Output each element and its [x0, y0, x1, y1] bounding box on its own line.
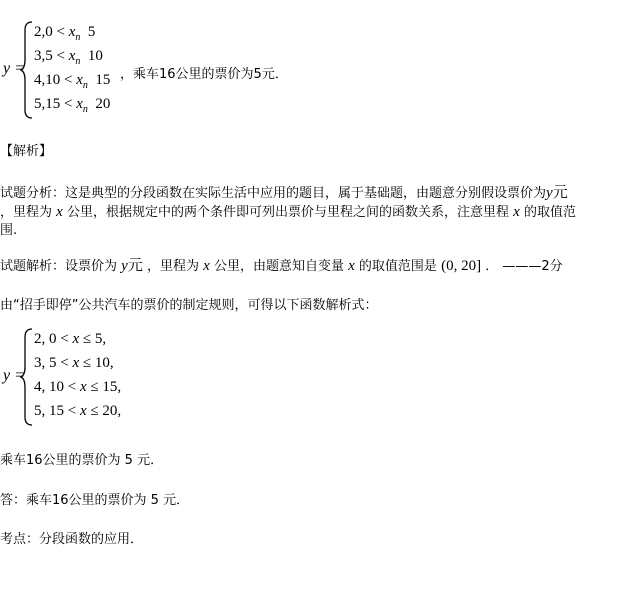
- solution-line: 试题解析：设票价为 y元 ，里程为 x 公里，由题意知自变量 x 的取值范围是 (0, 20] ． ———2分: [0, 258, 563, 274]
- piecewise1-row-4: $5,15 < x_n$ 20: [34, 96, 111, 115]
- piecewise2-row-3: 4, 10 < x ≤ 15,: [34, 379, 122, 395]
- piecewise2-row-2: 3, 5 < x ≤ 10,: [34, 355, 114, 371]
- piecewise1-row-1: $2,0 < x_n$ 5: [34, 24, 96, 43]
- piecewise2-row-1: 2, 0 < x ≤ 5,: [34, 331, 107, 347]
- piecewise1-row-2: $3,5 < x_n$ 10: [34, 48, 103, 67]
- analysis-heading: 【解析】: [0, 144, 53, 159]
- piecewise2-lhs: y =: [3, 367, 25, 384]
- answer-line: 答：乘车16公里的票价为 5 元．: [0, 493, 190, 508]
- analysis-line-2: ，里程为 x 公里，根据规定中的两个条件即可列出票价与里程之间的函数关系，注意里程 x 的取值范: [0, 204, 576, 220]
- piecewise1-tail: ，乘车16公里的票价为5元．: [120, 67, 288, 82]
- rule-line: 由“招手即停”公共汽车的票价的制定规则，可得以下函数解析式：: [0, 298, 378, 313]
- piecewise1-row-3: $4,10 < x_n$ 15: [34, 72, 111, 91]
- result-line: 乘车16公里的票价为 5 元．: [0, 453, 164, 468]
- point-line: 考点：分段函数的应用．: [0, 532, 144, 547]
- analysis-line-3: 围.: [0, 223, 18, 238]
- piecewise1-lhs: y =: [3, 60, 25, 77]
- piecewise2-row-4: 5, 15 < x ≤ 20,: [34, 403, 122, 419]
- analysis-line-1: 试题分析：这是典型的分段函数在实际生活中应用的题目，属于基础题，由题意分别假设票价为y元: [0, 185, 568, 201]
